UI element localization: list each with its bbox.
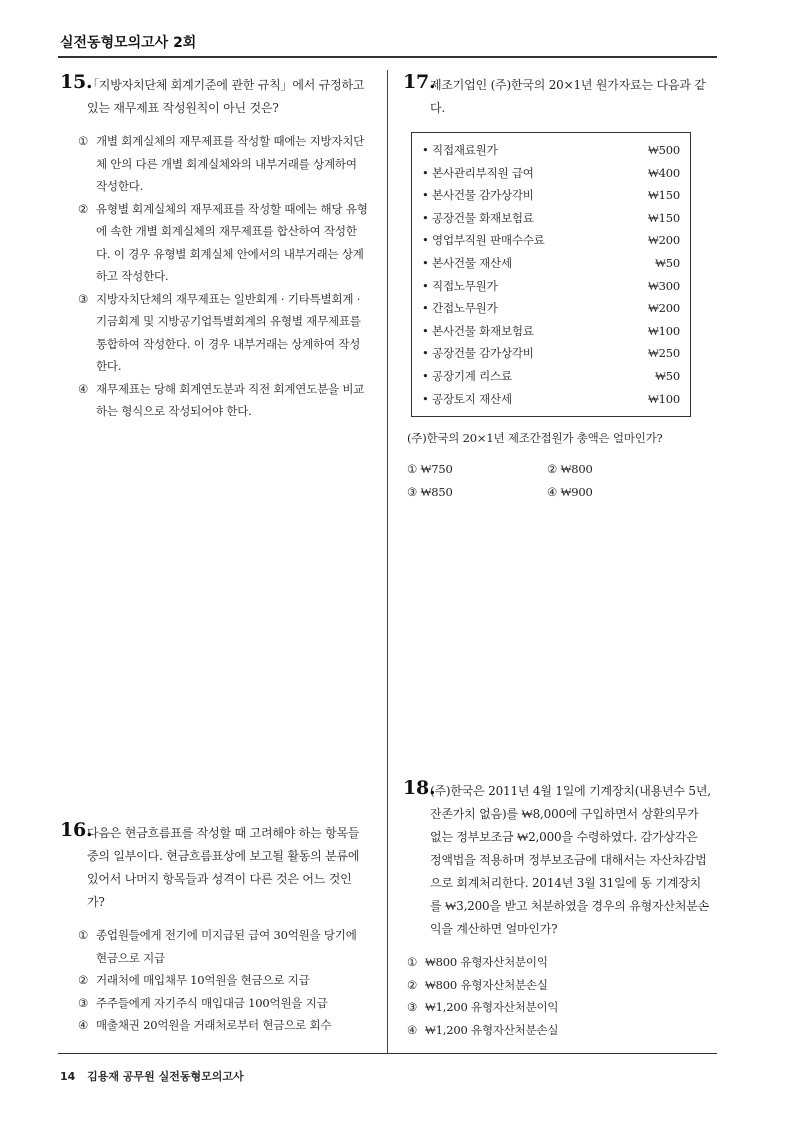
option-2[interactable]: ② ₩800 [547, 462, 593, 477]
option-list [403, 458, 711, 504]
header-rule [58, 56, 717, 58]
option-2[interactable]: ② ₩800 유형자산처분손실 [407, 977, 548, 992]
option-1[interactable]: ① ₩800 유형자산처분이익 [407, 955, 548, 969]
question-stem: (주)한국은 2011년 4월 1일에 기계장치(내용년수 5년, 잔존가치 없음)를 ₩8,000에 구입하면서 상환의무가 없는 정부보조금 ₩2,000을 수령하였다. 감가상각은 정액법을 적용하며 정부보조금에 대해서는 자산차감법으로 회계처리한다. 2014년 3월 31일에 동 기계장치를 ₩3,200을 받고 처분하였을 경우의 유형자산처분손익을 계산하면 얼마인가? [430, 784, 711, 936]
cost-item: • 본사건물 재산세 ₩50 [422, 252, 680, 275]
page-footer [60, 1068, 244, 1084]
book-title: 김용재 공무원 실전동형모의고사 [87, 1070, 244, 1083]
cost-item: • 공장건물 감가상각비 ₩250 [422, 342, 680, 365]
question-15 [60, 71, 368, 423]
cost-item: • 공장기계 리스료 ₩50 [422, 365, 680, 388]
option-list [403, 951, 711, 1041]
cost-item: • 본사건물 화재보험료 ₩100 [422, 320, 680, 343]
cost-item: • 직접노무원가 ₩300 [422, 275, 680, 298]
question-stem: 다음은 현금흐름표를 작성할 때 고려해야 하는 항목들 중의 일부이다. 현금흐름표상에 보고될 활동의 분류에 있어서 나머지 항목들과 성격이 다른 것은 어느 것인가? [87, 826, 360, 909]
option-1[interactable]: ① 개별 회계실체의 재무제표를 작성할 때에는 지방자치단체 안의 다른 개별 회계실체와의 내부거래를 상계하여 작성한다. [78, 134, 365, 193]
question-number: 17. [403, 71, 436, 93]
cost-item: • 공장건물 화재보험료 ₩150 [422, 207, 680, 230]
option-1[interactable]: ① ₩750 [407, 462, 453, 477]
column-divider [387, 70, 388, 1053]
option-4[interactable]: ④ 매출채권 20억원을 거래처로부터 현금으로 회수 [78, 1018, 332, 1032]
cost-item: • 직접재료원가 ₩500 [422, 139, 680, 162]
option-3[interactable]: ③ 지방자치단체의 재무제표는 일반회계 · 기타특별회계 · 기금회계 및 지방공기업특별회계의 유형별 재무제표를 통합하여 작성한다. 이 경우 내부거래는 상계하여 작성한다. [78, 291, 361, 373]
footer-rule [58, 1053, 717, 1054]
cost-data-box [411, 132, 691, 417]
option-list [60, 924, 368, 1037]
question-18 [403, 777, 711, 1041]
question-16 [60, 819, 368, 1037]
option-4[interactable]: ④ ₩1,200 유형자산처분손실 [407, 1022, 559, 1037]
question-prompt: (주)한국의 20×1년 제조간접원가 총액은 얼마인가? [407, 431, 663, 446]
cost-item: • 본사건물 감가상각비 ₩150 [422, 184, 680, 207]
question-stem: 제조기업인 (주)한국의 20×1년 원가자료는 다음과 같다. [430, 78, 706, 115]
option-2[interactable]: ② 거래처에 매입채무 10억원을 현금으로 지급 [78, 973, 310, 987]
cost-item: • 영업부직원 판매수수료 ₩200 [422, 229, 680, 252]
option-2[interactable]: ② 유형별 회계실체의 재무제표를 작성할 때에는 해당 유형에 속한 개별 회계실체의 재무제표를 합산하여 작성한다. 이 경우 유형별 회계실체 안에서의 내부거래는 상계하고 작성한다. [78, 201, 368, 283]
option-3[interactable]: ③ ₩850 [407, 485, 453, 500]
cost-item: • 본사관리부직원 급여 ₩400 [422, 162, 680, 185]
option-4[interactable]: ④ ₩900 [547, 485, 593, 500]
page-number: 14 [60, 1070, 76, 1083]
cost-item: • 공장토지 재산세 ₩100 [422, 388, 680, 411]
option-3[interactable]: ③ 주주들에게 자기주식 매입대금 100억원을 지급 [78, 995, 328, 1010]
question-number: 16. [60, 819, 93, 841]
question-17 [403, 71, 711, 504]
option-4[interactable]: ④ 재무제표는 당해 회계연도분과 직전 회계연도분을 비교하는 형식으로 작성되어야 한다. [78, 381, 365, 418]
question-stem: 「지방자치단체 회계기준에 관한 규칙」에서 규정하고 있는 재무제표 작성원칙이 아닌 것은? [87, 78, 365, 115]
option-1[interactable]: ① 종업원들에게 전기에 미지급된 급여 30억원을 당기에 현금으로 지급 [78, 928, 357, 965]
option-3[interactable]: ③ ₩1,200 유형자산처분이익 [407, 1000, 559, 1014]
question-number: 15. [60, 71, 93, 93]
cost-item: • 간접노무원가 ₩200 [422, 297, 680, 320]
question-number: 18. [403, 777, 436, 799]
page-header-title: 실전동형모의고사 2회 [60, 35, 197, 51]
option-list [60, 130, 368, 423]
